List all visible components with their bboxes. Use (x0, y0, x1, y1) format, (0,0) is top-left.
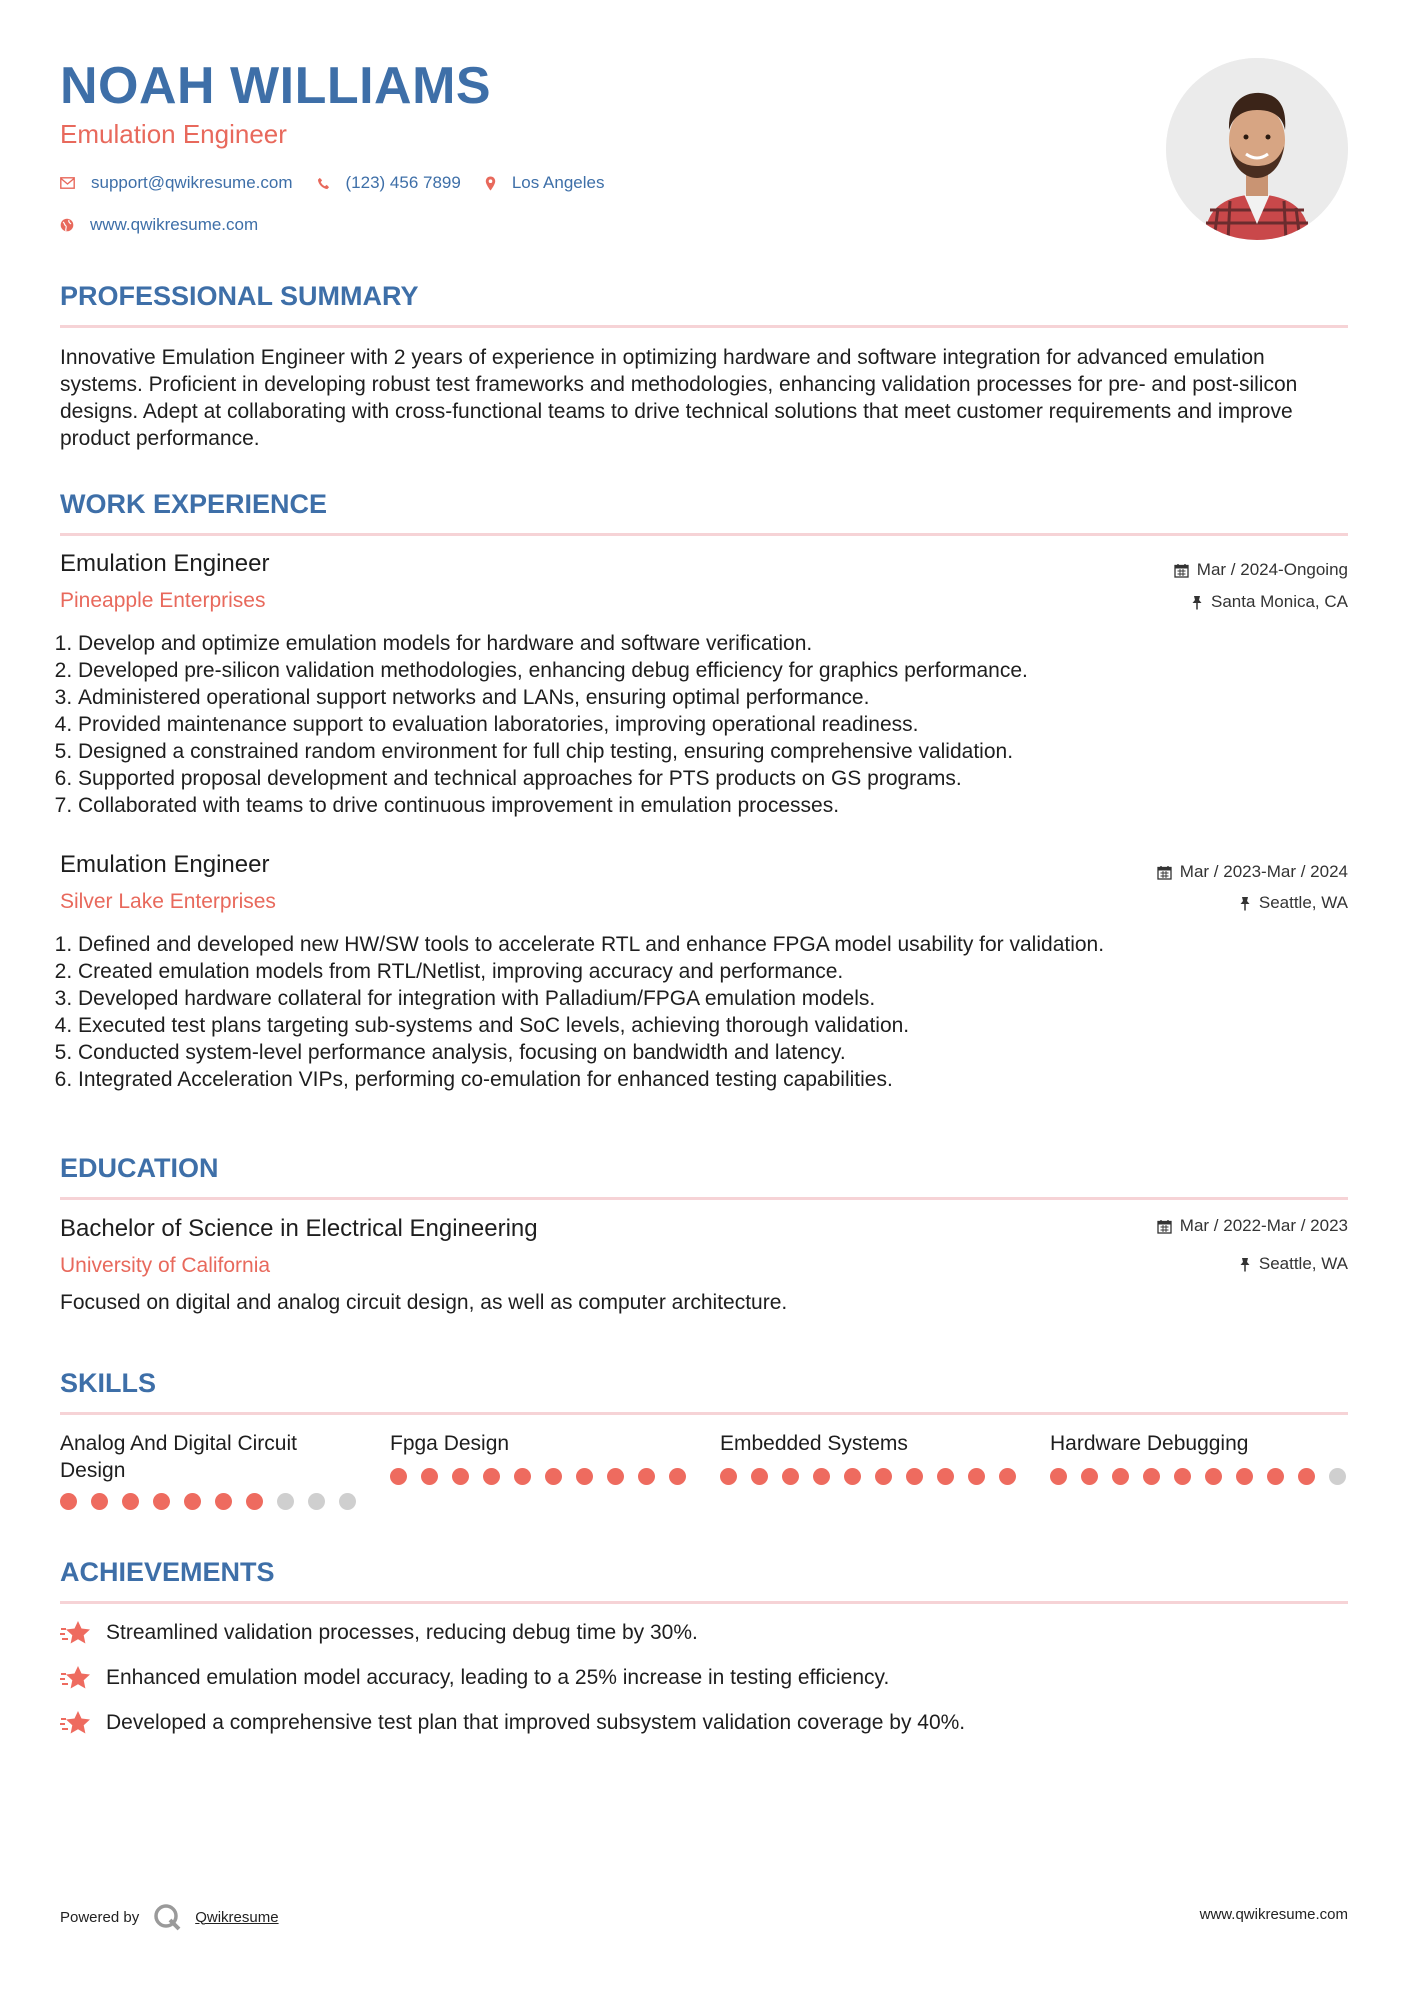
job-title: Emulation Engineer (60, 550, 270, 577)
skill-name: Embedded Systems (720, 1432, 908, 1455)
achievements-heading: ACHIEVEMENTS (60, 1557, 275, 1587)
job-dates-text: Mar / 2023-Mar / 2024 (1179, 862, 1348, 881)
rating-dot-filled (421, 1468, 438, 1485)
skill-rating (720, 1468, 1030, 1485)
section-divider (60, 1197, 1348, 1200)
achievement-text: Streamlined validation processes, reducing debug time by 30%. (106, 1621, 698, 1644)
rating-dot-filled (906, 1468, 923, 1485)
rating-dot-filled (215, 1493, 232, 1510)
skill-rating (1050, 1468, 1360, 1485)
summary-text: Innovative Emulation Engineer with 2 years of experience in optimizing hardware and software integration for advanced emulation systems. Proficient in developing robust test frameworks and methodologies, enhancing validation processes for pre- and post-silicon designs. Adept at collaborating with cross-functional teams to drive technical solutions that meet customer requirements and improve product performance. (60, 346, 1298, 450)
list-item: 2. Developed pre-silicon validation methodologies, enhancing debug efficiency for graphics performance. (78, 657, 1028, 684)
education-description: Focused on digital and analog circuit design, as well as computer architecture. (60, 1291, 788, 1314)
list-item: 2. Created emulation models from RTL/Netlist, improving accuracy and performance. (78, 958, 1104, 985)
achievement-item (60, 1620, 698, 1646)
rating-dot-filled (1112, 1468, 1129, 1485)
star-icon (60, 1710, 92, 1736)
rating-dot-filled (246, 1493, 263, 1510)
job-location (1239, 893, 1348, 913)
education-dates-text: Mar / 2022-Mar / 2023 (1179, 1216, 1348, 1235)
rating-dot-filled (638, 1468, 655, 1485)
education-location-text: Seattle, WA (1258, 1254, 1348, 1273)
profile-photo (1166, 58, 1348, 240)
job-location-text: Santa Monica, CA (1210, 592, 1348, 611)
rating-dot-filled (782, 1468, 799, 1485)
list-item: 4. Executed test plans targeting sub-systems and SoC levels, achieving thorough validation. (78, 1012, 1104, 1039)
candidate-name: NOAH WILLIAMS (60, 57, 492, 115)
rating-dot-empty (339, 1493, 356, 1510)
achievement-item (60, 1665, 889, 1691)
skill-rating (390, 1468, 700, 1485)
rating-dot-filled (968, 1468, 985, 1485)
footer-powered-by (60, 1903, 279, 1931)
degree-title: Bachelor of Science in Electrical Engineering (60, 1215, 538, 1242)
list-item: 4. Provided maintenance support to evaluation laboratories, improving operational readiness. (78, 711, 1028, 738)
rating-dot-empty (1329, 1468, 1346, 1485)
envelope-icon (60, 177, 75, 189)
website-row (60, 215, 282, 235)
section-divider (60, 1601, 1348, 1604)
rating-dot-filled (91, 1493, 108, 1510)
rating-dot-filled (937, 1468, 954, 1485)
section-divider (60, 533, 1348, 536)
rating-dot-filled (390, 1468, 407, 1485)
rating-dot-filled (607, 1468, 624, 1485)
location-item (485, 173, 605, 193)
rating-dot-empty (277, 1493, 294, 1510)
rating-dot-filled (153, 1493, 170, 1510)
achievement-item (60, 1710, 965, 1736)
rating-dot-filled (452, 1468, 469, 1485)
achievement-text: Enhanced emulation model accuracy, leading to a 25% increase in testing efficiency. (106, 1666, 890, 1689)
experience-heading: WORK EXPERIENCE (60, 489, 328, 519)
candidate-title: Emulation Engineer (60, 119, 287, 149)
star-icon (60, 1620, 92, 1646)
rating-dot-filled (1267, 1468, 1284, 1485)
rating-dot-filled (1236, 1468, 1253, 1485)
list-item: 6. Integrated Acceleration VIPs, performing co-emulation for enhanced testing capabilities. (78, 1066, 1104, 1093)
list-item: 5. Conducted system-level performance analysis, focusing on bandwidth and latency. (78, 1039, 1104, 1066)
rating-dot-filled (122, 1493, 139, 1510)
rating-dot-filled (576, 1468, 593, 1485)
rating-dot-filled (60, 1493, 77, 1510)
skill-item (60, 1430, 360, 1484)
rating-dot-filled (844, 1468, 861, 1485)
rating-dot-filled (1205, 1468, 1222, 1485)
rating-dot-empty (308, 1493, 325, 1510)
skill-item (720, 1430, 1020, 1457)
list-item: 6. Supported proposal development and technical approaches for PTS products on GS programs. (78, 765, 1028, 792)
footer-website[interactable]: www.qwikresume.com (1199, 1906, 1348, 1923)
rating-dot-filled (1081, 1468, 1098, 1485)
rating-dot-filled (483, 1468, 500, 1485)
school-name: University of California (60, 1254, 271, 1277)
achievement-text: Developed a comprehensive test plan that improved subsystem validation coverage by 40%. (106, 1711, 966, 1734)
summary-section-header (60, 281, 1348, 312)
job-bullet-list (60, 630, 1028, 819)
rating-dot-filled (875, 1468, 892, 1485)
skills-heading: SKILLS (60, 1368, 157, 1398)
calendar-icon (1174, 563, 1189, 578)
list-item: 1. Develop and optimize emulation models for hardware and software verification. (78, 630, 1028, 657)
job-dates (1174, 560, 1348, 580)
company-name: Pineapple Enterprises (60, 589, 266, 612)
skill-item (390, 1430, 690, 1457)
education-section-header (60, 1153, 1348, 1184)
email-item[interactable] (60, 173, 293, 193)
rating-dot-filled (999, 1468, 1016, 1485)
map-pin-icon (485, 176, 496, 191)
rating-dot-filled (1050, 1468, 1067, 1485)
pin-icon (1239, 896, 1251, 911)
job-dates-text: Mar / 2024-Ongoing (1196, 560, 1348, 579)
skill-rating (60, 1493, 370, 1510)
qwikresume-logo-icon (153, 1903, 183, 1931)
calendar-icon (1157, 1219, 1172, 1234)
website-item[interactable] (60, 215, 258, 235)
skill-name: Fpga Design (390, 1432, 510, 1455)
section-divider (60, 1412, 1348, 1415)
education-heading: EDUCATION (60, 1153, 219, 1183)
rating-dot-filled (514, 1468, 531, 1485)
rating-dot-filled (545, 1468, 562, 1485)
resume-page (60, 0, 1348, 1990)
rating-dot-filled (669, 1468, 686, 1485)
skill-name: Hardware Debugging (1050, 1432, 1249, 1455)
contact-row (60, 173, 628, 193)
job-bullet-list (60, 931, 1104, 1093)
location-text: Los Angeles (511, 173, 605, 192)
summary-heading: PROFESSIONAL SUMMARY (60, 281, 419, 311)
calendar-icon (1157, 865, 1172, 880)
education-dates (1157, 1216, 1348, 1236)
website-text: www.qwikresume.com (90, 215, 259, 234)
list-item: 1. Defined and developed new HW/SW tools to accelerate RTL and enhance FPGA model usability for validation. (78, 931, 1104, 958)
job-location (1191, 592, 1348, 612)
star-icon (60, 1665, 92, 1691)
skills-section-header (60, 1368, 1348, 1399)
pin-icon (1239, 1257, 1251, 1272)
globe-icon (60, 218, 74, 232)
list-item: 3. Administered operational support networks and LANs, ensuring optimal performance. (78, 684, 1028, 711)
education-location (1239, 1254, 1348, 1274)
company-name: Silver Lake Enterprises (60, 890, 276, 913)
list-item: 5. Designed a constrained random environment for full chip testing, ensuring comprehensive validation. (78, 738, 1028, 765)
achievements-section-header (60, 1557, 1348, 1588)
rating-dot-filled (813, 1468, 830, 1485)
experience-section-header (60, 489, 1348, 520)
email-text: support@qwikresume.com (91, 173, 293, 192)
section-divider (60, 325, 1348, 328)
rating-dot-filled (1143, 1468, 1160, 1485)
powered-by-label: Powered by (60, 1908, 140, 1926)
pin-icon (1191, 595, 1203, 610)
rating-dot-filled (1298, 1468, 1315, 1485)
rating-dot-filled (184, 1493, 201, 1510)
job-dates (1157, 862, 1348, 882)
phone-text: (123) 456 7899 (345, 173, 461, 192)
rating-dot-filled (1174, 1468, 1191, 1485)
rating-dot-filled (720, 1468, 737, 1485)
phone-item[interactable] (317, 173, 461, 193)
job-location-text: Seattle, WA (1258, 893, 1348, 912)
rating-dot-filled (751, 1468, 768, 1485)
phone-icon (317, 177, 330, 190)
job-title: Emulation Engineer (60, 851, 270, 878)
skill-name: Analog And Digital Circuit Design (60, 1432, 297, 1482)
list-item: 7. Collaborated with teams to drive continuous improvement in emulation processes. (78, 792, 1028, 819)
list-item: 3. Developed hardware collateral for integration with Palladium/FPGA emulation models. (78, 985, 1104, 1012)
qwikresume-link[interactable]: Qwikresume (195, 1908, 279, 1926)
skill-item (1050, 1430, 1350, 1457)
